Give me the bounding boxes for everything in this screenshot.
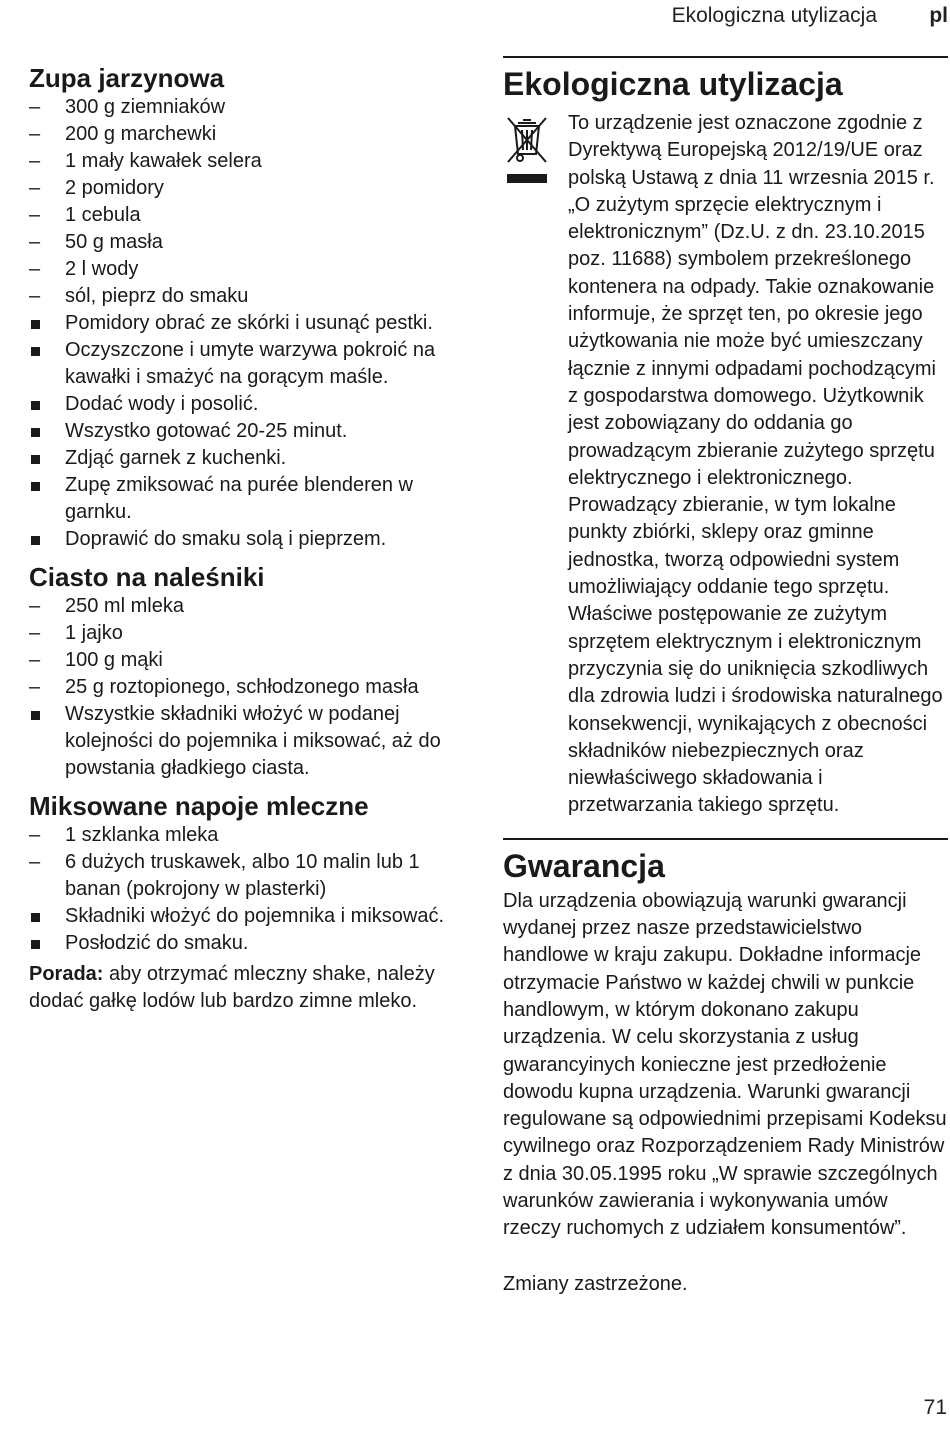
line-text: 100 g mąki <box>65 649 163 671</box>
recipe-ingredient <box>29 121 479 148</box>
line-text: 1 mały kawałek selera <box>65 150 262 172</box>
line-text: 2 l wody <box>65 258 139 280</box>
dash-bullet-icon: – <box>29 231 41 253</box>
line-text: 1 jajko <box>65 622 123 644</box>
square-bullet-icon <box>31 428 40 437</box>
line-text: 250 ml mleka <box>65 595 184 617</box>
warranty-title: Gwarancja <box>503 847 665 884</box>
language-code: pl <box>929 4 948 27</box>
dash-bullet-icon: – <box>29 150 41 172</box>
line-text: Zdjąć garnek z kuchenki. <box>65 447 287 469</box>
dash-bullet-icon: – <box>29 123 41 145</box>
dash-bullet-icon: – <box>29 204 41 226</box>
dash-bullet-icon: – <box>29 595 41 617</box>
recipe-ingredient <box>29 202 479 229</box>
line-text: Dodać wody i posolić. <box>65 393 259 415</box>
line-text: 1 cebula <box>65 204 141 226</box>
recipe-ingredient <box>29 94 479 121</box>
recipe-step <box>29 418 479 445</box>
line-text: 300 g ziemniaków <box>65 96 226 118</box>
line-text: Oczyszczone i umyte warzywa pokroić na kawałki i smażyć na gorącym maśle. <box>65 339 436 388</box>
recipe-step <box>29 391 479 418</box>
square-bullet-icon <box>31 401 40 410</box>
square-bullet-icon <box>31 455 40 464</box>
square-bullet-icon <box>31 536 40 545</box>
line-text: Pomidory obrać ze skórki i usunąć pestki. <box>65 312 433 334</box>
recipe-step <box>29 337 479 391</box>
recipe-ingredient <box>29 229 479 256</box>
line-text: 1 szklanka mleka <box>65 824 219 846</box>
recipe-step <box>29 701 479 782</box>
recipe-ingredient <box>29 283 479 310</box>
dash-bullet-icon: – <box>29 851 41 873</box>
section-divider <box>503 56 948 58</box>
recipe-lines <box>29 593 479 782</box>
line-text: 25 g roztopionego, schłodzonego masła <box>65 676 419 698</box>
square-bullet-icon <box>31 320 40 329</box>
page-number: 71 <box>923 1396 947 1419</box>
recipe-lines <box>29 822 479 957</box>
recipe-milkshakes <box>29 790 479 957</box>
recipe-title: Ciasto na naleśniki <box>29 562 265 592</box>
recipe-ingredient <box>29 674 479 701</box>
recipe-ingredient <box>29 822 479 849</box>
recipe-step <box>29 526 479 553</box>
line-text: sól, pieprz do smaku <box>65 285 249 307</box>
tip-label: Porada: <box>29 963 104 985</box>
line-text: Składniki włożyć do pojemnika i miksować. <box>65 905 445 927</box>
section-divider <box>503 838 948 840</box>
recipe-ingredient <box>29 593 479 620</box>
line-text: Wszystko gotować 20-25 minut. <box>65 420 348 442</box>
recipe-ingredient <box>29 647 479 674</box>
recipe-ingredient <box>29 849 479 903</box>
info-column <box>503 56 948 1318</box>
square-bullet-icon <box>31 482 40 491</box>
dash-bullet-icon: – <box>29 649 41 671</box>
recipe-pancake-batter <box>29 561 479 782</box>
recipe-step <box>29 930 479 957</box>
recipe-ingredient <box>29 620 479 647</box>
dash-bullet-icon: – <box>29 824 41 846</box>
disposal-title: Ekologiczna utylizacja <box>503 66 843 102</box>
square-bullet-icon <box>31 711 40 720</box>
recipe-title: Zupa jarzynowa <box>29 63 225 93</box>
line-text: 200 g marchewki <box>65 123 217 145</box>
recipe-step <box>29 472 479 526</box>
running-header-section: Ekologiczna utylizacja <box>671 4 877 27</box>
recipe-step <box>29 310 479 337</box>
recipe-step <box>29 445 479 472</box>
line-text: Doprawić do smaku solą i pieprzem. <box>65 528 387 550</box>
recipe-title: Miksowane napoje mleczne <box>29 791 369 821</box>
line-text: Wszystkie składniki włożyć w podanej kolejności do pojemnika i miksować, aż do powstania gładkiego ciasta. <box>65 703 441 779</box>
tip <box>29 961 479 1015</box>
dash-bullet-icon: – <box>29 622 41 644</box>
changes-reserved-note: Zmiany zastrzeżone. <box>503 1272 688 1295</box>
square-bullet-icon <box>31 940 40 949</box>
disposal-block <box>503 110 948 820</box>
dash-bullet-icon: – <box>29 96 41 118</box>
crossed-out-wheelie-bin-icon <box>505 114 549 190</box>
warranty-text: Dla urządzenia obowiązują warunki gwarancji wydanej przez nasze przedstawicielstwo handlowe w kraju zakupu. Dokładne informacje otrzymacie Państwo w każdej chwili w punkcie handlowym, w którym dokonano zakupu urządzenia. W celu skorzystania z usług gwarancyinych konieczne jest przedłożenie dowodu kupna urządzenia. Warunki gwarancji regulowane są odpowiednimi przepisami Kodeksu cywilnego oraz Rozporządzeniem Rady Ministrów z dnia 30.05.1995 roku „W sprawie szczególnych warunków zawierania i wykonywania umów rzeczy ruchomych z udziałem konsumentów”. <box>503 889 947 1240</box>
square-bullet-icon <box>31 913 40 922</box>
tip-text: aby otrzymać mleczny shake, należy dodać gałkę lodów lub bardzo zimne mleko. <box>29 963 435 1012</box>
recipe-vegetable-soup <box>29 62 479 553</box>
recipe-ingredient <box>29 256 479 283</box>
disposal-text: To urządzenie jest oznaczone zgodnie z Dyrektywą Europejską 2012/19/UE oraz polską Ustawą z dnia 11 wrzesnia 2015 r. „O zużytym sprzęcie elektrycznym i elektronicznym” (Dz.U. z dn. 23.10.2015 poz. 11688) symbolem przekreślonego kontenera na odpady. Takie oznakowanie informuje, że sprzęt ten, po okresie jego użytkowania nie może być umieszczany łącznie z innymi odpadami pochodzącymi z gospodarstwa domowego. Użytkownik jest zobowiązany do oddania go prowadzącym zbieranie zużytego sprzętu elektrycznego i elektronicznego. Prowadzący zbieranie, w tym lokalne punkty zbiórki, sklepy oraz gminne jednostka, tworzą odpowiedni system umożliwiający oddanie tego sprzętu. Właściwe postępowanie ze zużytym sprzętem elektrycznym i elektronicznym przyczynia się do uniknięcia szkodliwych dla zdrowia ludzi i środowiska naturalnego konsekwencji, wynikających z obecności składników niebezpiecznych oraz niewłaściwego składowania i przetwarzania takiego sprzętu. <box>568 112 943 817</box>
square-bullet-icon <box>31 347 40 356</box>
dash-bullet-icon: – <box>29 258 41 280</box>
dash-bullet-icon: – <box>29 285 41 307</box>
recipe-ingredient <box>29 148 479 175</box>
line-text: Zupę zmiksować na purée blenderen w garnku. <box>65 474 413 523</box>
dash-bullet-icon: – <box>29 177 41 199</box>
line-text: 6 dużych truskawek, albo 10 malin lub 1 banan (pokrojony w plasterki) <box>65 851 420 900</box>
line-text: 2 pomidory <box>65 177 164 199</box>
recipe-step <box>29 903 479 930</box>
recipe-lines <box>29 94 479 553</box>
line-text: Posłodzić do smaku. <box>65 932 249 954</box>
dash-bullet-icon: – <box>29 676 41 698</box>
recipes-column <box>29 62 479 1035</box>
line-text: 50 g masła <box>65 231 163 253</box>
running-header <box>0 3 950 33</box>
recipe-ingredient <box>29 175 479 202</box>
